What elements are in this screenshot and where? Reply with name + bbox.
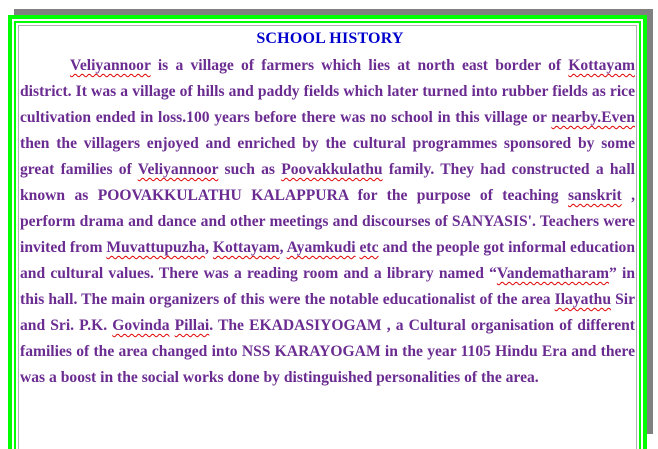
misspelled-word: Vandematharam <box>496 265 609 282</box>
paragraph-text: . The EKADASIYOGAM , a Cultural organisation of different families of the area changed into NSS KARAYOGAM in the year 1105 Hindu Era and there was a boost in the social works done by distinguished personalities of the area. <box>20 317 636 386</box>
misspelled-word: Veliyannoor <box>70 57 151 74</box>
page-border-inner <box>14 21 641 449</box>
paragraph-text: district. It was a village of hills and paddy fields which later turned into rubber fields as rice cultivation ended in loss.100 years before there was no school in this village or <box>20 83 635 126</box>
paragraph-text: , <box>279 239 287 256</box>
misspelled-word: Govinda <box>112 317 170 334</box>
document-page[interactable] <box>20 29 636 391</box>
paragraph-text: , perform drama and dance and other meetings and discourses of SANYASIS'. Teachers were invited from <box>20 187 636 256</box>
paragraph-text: and the people got informal education and cultural values. There was a reading room and a library named “ <box>20 239 635 282</box>
history-paragraph[interactable] <box>20 49 636 391</box>
misspelled-word: Kottayam <box>568 57 635 74</box>
misspelled-word: Muvattupuzha <box>106 239 206 256</box>
misspelled-word: Veliyannoor <box>137 161 219 178</box>
paragraph-text: is a village of farmers which lies at north east border of <box>150 57 569 74</box>
paragraph-text: , <box>205 239 213 256</box>
misspelled-word: Ilayathu <box>554 291 611 308</box>
page-border-outer <box>8 15 647 449</box>
misspelled-word: Ayamkudi <box>286 239 356 256</box>
paragraph-text: ” in this hall. The main organizers of this were the notable educationalist of the area <box>20 265 635 308</box>
paragraph-text: then the villagers enjoyed and enriched by the cultural programmes sponsored by some great families of <box>20 135 635 178</box>
misspelled-word: etc <box>359 239 379 256</box>
paragraph-text: family. They had constructed a hall known as POOVAKKULATHU KALAPPURA for the purpose of teaching <box>20 161 635 204</box>
misspelled-word: nearby.Even <box>551 109 635 126</box>
page-border-line <box>18 25 637 449</box>
paragraph-text: such as <box>218 161 282 178</box>
paragraph-text: Sir and Sri. P.K. <box>20 291 635 334</box>
misspelled-word: Pillai <box>174 317 210 334</box>
misspelled-word: sanskrit <box>567 187 622 204</box>
misspelled-word: Poovakkulathu <box>281 161 383 178</box>
document-title: SCHOOL HISTORY <box>256 30 404 47</box>
misspelled-word: Kottayam <box>212 239 280 256</box>
